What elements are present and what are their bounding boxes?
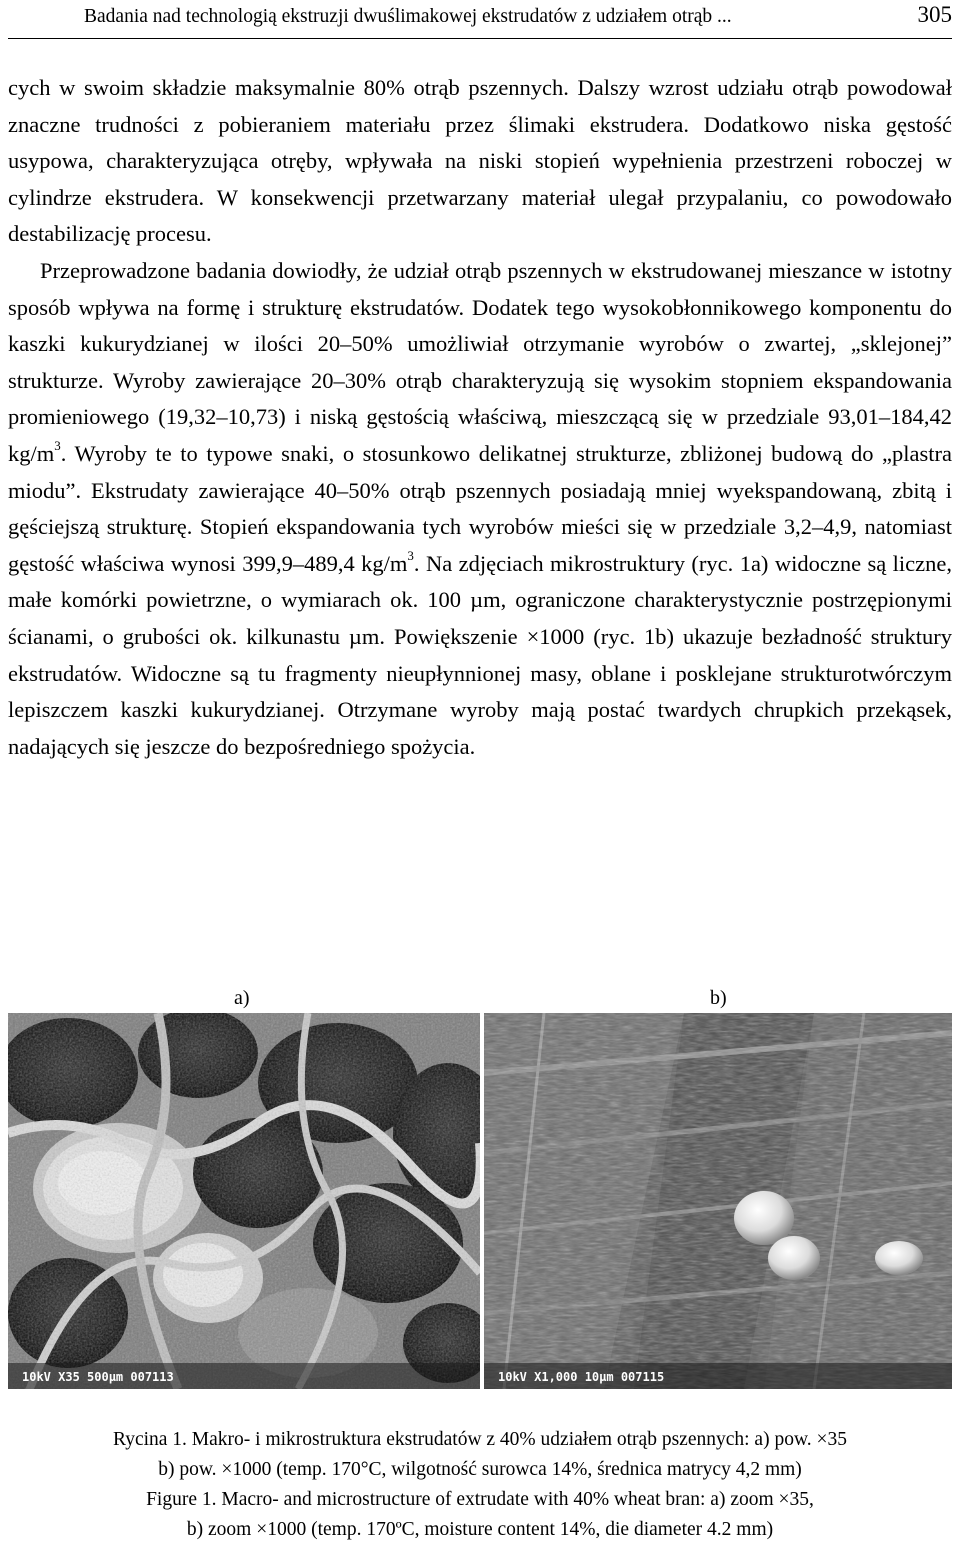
paragraph-2-text-a: Przeprowadzone badania dowiodły, że udział otrąb pszennych w ekstrudowanej mieszance w istotny sposób wpływa na formę i strukturę ekstrudatów. Dodatek tego wysokobłonnikowego komponentu do kaszki kukurydzianej w ilości 20–50% umożliwiał otrzymanie wyrobów o zwartej, „sklejonej” strukturze. Wyroby zawierające 20–30% otrąb charakteryzują się wysokim stopniem ekspandowania promieniowego (19,32–10,73) i niską gęstością właściwą, mieszczącą się w przedziale 93,01–184,42 kg/m [8,257,952,466]
caption-en-line-1: Figure 1. Macro- and microstructure of extrudate with 40% wheat bran: a) zoom ×35, [146,1489,814,1510]
sem-photo-a-image [8,1013,480,1389]
figure-label-b: b) [710,987,727,1009]
paragraph-2-text-c: . Na zdjęciach mikrostruktury (ryc. 1a) widoczne są liczne, małe komórki powietrzne, o wymiarach ok. 100 µm, ograniczone charakterystycznie postrzępionymi ścianami, o grubości ok. kilkunastu µm. Powiększenie ×1000 (ryc. 1b) ukazuje bezładność struktury ekstrudatów. Widoczne są tu fragmenty nieupłynnionej masy, oblane i posklejane strukturotwórczym lepiszczem kaszki kukurydzianej. Otrzymane wyroby mają postać twardych chrupkich przekąsek, nadających się jeszcze do bezpośredniego spożycia. [8,550,952,759]
caption-pl-line-2: b) pow. ×1000 (temp. 170°C, wilgotność surowca 14%, średnica matrycy 4,2 mm) [158,1459,802,1480]
page-number: 305 [917,2,952,27]
superscript-cubic-1: 3 [54,438,61,454]
superscript-cubic-2: 3 [407,548,414,564]
figure-caption [8,1425,952,1545]
sem-photo-b-image [484,1013,952,1389]
running-header [8,0,952,39]
scalebar-b-text: 10kV X1,000 10µm 007115 [498,1370,665,1384]
sem-photo-a [8,1013,480,1389]
paragraph-1 [8,70,952,253]
caption-pl-line-1: Rycina 1. Makro- i mikrostruktura ekstrudatów z 40% udziałem otrąb pszennych: a) pow. ×35 [112,1429,848,1450]
figure-label-a: a) [234,987,250,1009]
sem-photo-b [484,1013,952,1389]
paragraph-2 [8,253,952,765]
scalebar-a-text: 10kV X35 500µm 007113 [22,1370,174,1384]
running-title: Badania nad technologią ekstruzji dwuślimakowej ekstrudatów z udziałem otrąb ... [84,6,732,27]
paragraph-2-text-b: . Wyroby te to typowe snaki, o stosunkowo delikatnej strukturze, zbliżonej budową do „plastra miodu”. Ekstrudaty zawierające 40–50% otrąb pszennych posiadają mniej wyekspandowaną, zbitą i gęściejszą strukturę. Stopień ekspandowania tych wyrobów mieści się w przedziale 3,2–4,9, natomiast gęstość właściwa wynosi 399,9–489,4 kg/m [8,440,952,576]
paragraph-1-text: cych w swoim składzie maksymalnie 80% otrąb pszennych. Dalszy wzrost udziału otrąb powodował znaczne trudności z pobieraniem materiału przez ślimaki ekstrudera. Dodatkowo niska gęstość usypowa, charakteryzująca otręby, wpływała na niski stopień wypełnienia przestrzeni roboczej w cylindrze ekstrudera. W konsekwencji przetwarzany materiał ulegał przypalaniu, co powodowało destabilizację procesu. [8,75,952,247]
body-text [8,70,952,765]
caption-en-line-2: b) zoom ×1000 (temp. 170ºC, moisture content 14%, die diameter 4.2 mm) [186,1519,774,1540]
